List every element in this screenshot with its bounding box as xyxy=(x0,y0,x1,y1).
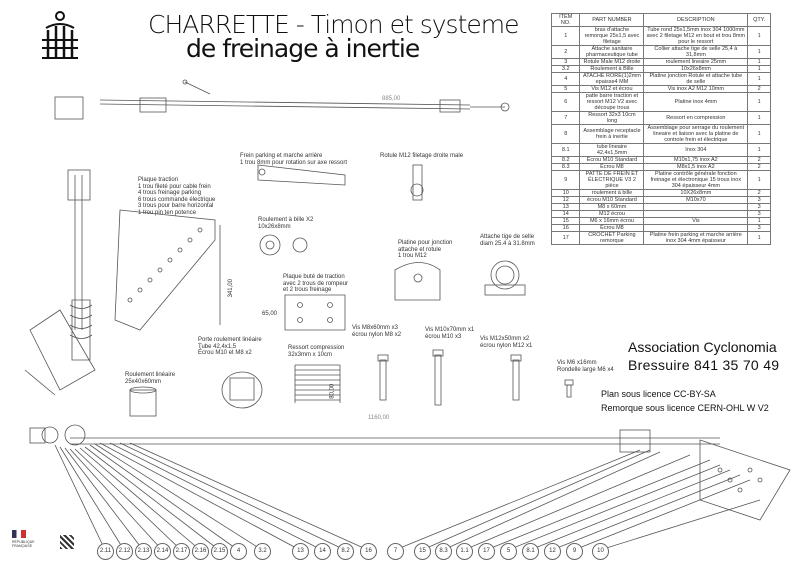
bom-cell-qty: 2 xyxy=(748,190,771,197)
bom-cell-qty: 2 xyxy=(748,86,771,93)
bom-cell-desc: Vis xyxy=(644,218,748,225)
callout-bubble: 2.13 xyxy=(135,543,152,560)
bom-cell-item: 3 xyxy=(552,59,580,66)
bom-cell-part: patte barre traction et ressort M12 V2 avec découpe trous xyxy=(580,93,644,112)
bom-cell-desc: M10x1,75 inox A2 xyxy=(644,157,748,164)
callout-bubble: 5 xyxy=(500,543,517,560)
bom-cell-desc: roulement lineaire 25mm xyxy=(644,59,748,66)
bom-cell-part: Rotule Male M12 droite xyxy=(580,59,644,66)
bom-cell-desc: M10x70 xyxy=(644,197,748,204)
bom-cell-desc: Platine contrôle générale fonction freinage et électronique 15 trous inox 304 épaisseur 4mm xyxy=(644,171,748,190)
association-name: Association Cyclonomia xyxy=(628,339,777,355)
bom-header-desc: DESCRIPTION xyxy=(644,14,748,27)
bom-cell-item: 14 xyxy=(552,211,580,218)
callout-bubble: 2.17 xyxy=(173,543,190,560)
bom-cell-desc: 10X26x8mm xyxy=(644,190,748,197)
bom-header-item: ITEM NO. xyxy=(552,14,580,27)
bom-cell-part: écrou M10 Standard xyxy=(580,197,644,204)
bom-cell-item: 15 xyxy=(552,218,580,225)
note-platine-jonction: Platine pour jonction attache et rotule 1 trou M12 xyxy=(398,240,453,259)
bom-cell-qty: 3 xyxy=(748,204,771,211)
bom-cell-item: 2 xyxy=(552,46,580,59)
bom-cell-item: 13 xyxy=(552,204,580,211)
republique-logo-text: RÉPUBLIQUE FRANÇAISE xyxy=(12,540,35,548)
bom-cell-qty: 1 xyxy=(748,218,771,225)
callout-bubble: 14 xyxy=(314,543,331,560)
drawing-title: CHARRETTE - Timon et systeme xyxy=(148,10,519,39)
dim-341: 341,00 xyxy=(227,279,234,298)
bom-cell-part: Ressort 32x3 10cm long xyxy=(580,112,644,125)
bom-cell-part: PATTE DE FREIN ET ÉLECTRIQUE V3 2 pièce xyxy=(580,171,644,190)
note-vis-m6: Vis M6 x16mm Rondelle large M6 x4 xyxy=(557,360,614,373)
callout-bubble: 2.12 xyxy=(116,543,133,560)
bom-cell-desc: Collier attache tige de selle 25,4 à 31,8mm xyxy=(644,46,748,59)
bom-cell-item: 5 xyxy=(552,86,580,93)
bom-cell-qty: 1 xyxy=(748,27,771,46)
bom-cell-qty: 1 xyxy=(748,73,771,86)
dim-bottom: 1160,00 xyxy=(368,415,390,421)
note-attache-selle: Attache tige de selle diam 25.4 à 31.8mm xyxy=(480,234,535,247)
callout-bubble: 12 xyxy=(544,543,561,560)
bom-cell-item: 8.2 xyxy=(552,157,580,164)
note-vis-m12: Vis M12x50mm x2 écrou nylon M12 x1 xyxy=(480,336,533,349)
callout-bubble: 8.1 xyxy=(522,543,539,560)
bom-cell-item: 8 xyxy=(552,125,580,144)
bom-cell-item: 4 xyxy=(552,73,580,86)
callout-bubble: 2.15 xyxy=(211,543,228,560)
callout-bubble: 1.1 xyxy=(456,543,473,560)
drawing-subtitle: de freinage à inertie xyxy=(186,34,420,63)
bom-cell-part: Assemblage receptacle frein à inertie xyxy=(580,125,644,144)
bom-cell-part: Écrou M8 xyxy=(580,164,644,171)
bom-cell-item: 9 xyxy=(552,171,580,190)
bom-header-qty: QTY. xyxy=(748,14,771,27)
callout-bubble: 3.2 xyxy=(254,543,271,560)
bom-cell-desc: Vis inox A2 M12 10mm xyxy=(644,86,748,93)
note-porte-roulement: Porte roulement linéaire Tube 42,4x1,5 Écrou M10 et M8 x2 xyxy=(198,337,262,356)
top-bar xyxy=(100,100,470,105)
bom-cell-qty: 1 xyxy=(748,66,771,73)
callout-bubble: 8.2 xyxy=(337,543,354,560)
callout-bubble: 15 xyxy=(414,543,431,560)
callout-bubble: 2.14 xyxy=(154,543,171,560)
bom-cell-qty: 1 xyxy=(748,93,771,112)
bom-cell-qty: 2 xyxy=(748,164,771,171)
dim-65: 65,00 xyxy=(262,311,278,317)
bom-cell-desc: Platine inox 4mm xyxy=(644,93,748,112)
dim-80: 80,00 xyxy=(329,383,336,399)
republique-logo xyxy=(12,530,26,538)
bom-cell-part: Vis M12 et écrou xyxy=(580,86,644,93)
bom-cell-item: 3.2 xyxy=(552,66,580,73)
bom-cell-part: Écrou M8 xyxy=(580,225,644,232)
bom-cell-qty: 1 xyxy=(748,125,771,144)
bom-cell-qty: 1 xyxy=(748,46,771,59)
note-ressort: Ressort compression 32x3mm x 10cm xyxy=(288,345,345,358)
bom-cell-desc: Assemblage pour serrage du roulement lineaire et liaison avec la platine de controle frein et électrique xyxy=(644,125,748,144)
bom-cell-qty: 3 xyxy=(748,211,771,218)
dim-top: 885,00 xyxy=(382,96,401,102)
callout-bubble: 17 xyxy=(478,543,495,560)
callout-bubble: 7 xyxy=(387,543,404,560)
callout-bubble: 4 xyxy=(230,543,247,560)
license-trailer: Remorque sous licence CERN-OHL W V2 xyxy=(601,403,769,413)
qr-code-icon xyxy=(60,535,74,549)
bom-cell-item: 17 xyxy=(552,232,580,245)
callout-bubble: 10 xyxy=(592,543,609,560)
bom-cell-desc: Ressort en compression xyxy=(644,112,748,125)
note-roulement-lineaire: Roulement linéaire 25x40x60mm xyxy=(125,372,176,385)
bom-cell-item: 8.1 xyxy=(552,144,580,157)
note-rotule: Rotule M12 filetage droite male xyxy=(380,153,464,159)
bom-cell-part: M12 écrou xyxy=(580,211,644,218)
bom-cell-item: 6 xyxy=(552,93,580,112)
bom-cell-qty: 1 xyxy=(748,112,771,125)
bom-header-part: PART NUMBER xyxy=(580,14,644,27)
bom-cell-desc: Platine jonction Rotule et attache tube de selle xyxy=(644,73,748,86)
bom-cell-item: 1 xyxy=(552,27,580,46)
association-phone: Bressuire 841 35 70 49 xyxy=(628,357,780,373)
note-frein-parking: Frein parking et marche arrière 1 trou 8mm pour rotation sur axe ressort xyxy=(240,153,348,166)
bom-cell-part: Attache sanitaire pharmaceutique tube xyxy=(580,46,644,59)
bom-cell-qty: 2 xyxy=(748,157,771,164)
note-vis-m10: Vis M10x70mm x1 écrou M10 x3 xyxy=(425,327,475,340)
bom-cell-qty: 1 xyxy=(748,59,771,66)
bom-cell-part: M6 x 16mm écrou xyxy=(580,218,644,225)
bom-cell-desc: Tube rond 25x1,5mm inox 304 1000mm avec 2 filetage M12 en bout et trou 8mm pour le ressort xyxy=(644,27,748,46)
bom-cell-part: tube lineaire 42,4x1,5mm xyxy=(580,144,644,157)
bom-cell-part: CROCHET Parking remorque xyxy=(580,232,644,245)
bom-cell-desc: M8x1,5 inox A2 xyxy=(644,164,748,171)
bom-cell-desc: 10x26x8mm xyxy=(644,66,748,73)
bom-cell-desc: Inox 304 xyxy=(644,144,748,157)
callout-bubble: 16 xyxy=(360,543,377,560)
license-plan: Plan sous licence CC-BY-SA xyxy=(601,389,716,399)
callout-bubble: 9 xyxy=(566,543,583,560)
note-vis-m8: Vis M8x60mm x3 écrou nylon M8 x2 xyxy=(352,325,402,338)
note-plaque-traction: Plaque traction 1 trou fileté pour cable frein 4 trous freinage parking 6 trous commande électrique 3 trous pour barre horizontal 1 trou pin ten potence xyxy=(138,177,216,216)
bom-cell-qty: 3 xyxy=(748,225,771,232)
bom-cell-desc: Platine frein parking et marche arrière inox 304 4mm épaisseur xyxy=(644,232,748,245)
bom-cell-part: Roulement à Bille xyxy=(580,66,644,73)
bom-cell-item: 10 xyxy=(552,190,580,197)
bom-cell-qty: 1 xyxy=(748,171,771,190)
bom-cell-part: M8 x 60mm xyxy=(580,204,644,211)
bom-cell-item: 12 xyxy=(552,197,580,204)
bom-cell-item: 16 xyxy=(552,225,580,232)
bom-cell-qty: 1 xyxy=(748,232,771,245)
bom-cell-item: 7 xyxy=(552,112,580,125)
callout-bubble: 13 xyxy=(292,543,309,560)
note-plaque-soudee: Plaque buté de traction avec 2 trous de rompeur et 2 trous freinage xyxy=(283,274,349,293)
callout-bubble: 2.11 xyxy=(97,543,114,560)
bom-cell-part: bras d'attache remorque 25x1,5 avec filetage xyxy=(580,27,644,46)
bom-cell-part: roulement à bille xyxy=(580,190,644,197)
bom-cell-part: Écrou M10 Standard xyxy=(580,157,644,164)
bom-cell-part: ATACHE RORE(1)2mm epaisse4 MM xyxy=(580,73,644,86)
callout-bubble: 8.3 xyxy=(435,543,452,560)
bom-cell-qty: 3 xyxy=(748,197,771,204)
bom-cell-qty: 1 xyxy=(748,144,771,157)
note-roulement-bille: Roulement à bille X2 10x26x8mm xyxy=(258,217,314,230)
callout-bubble: 2.16 xyxy=(192,543,209,560)
bom-cell-item: 8.3 xyxy=(552,164,580,171)
